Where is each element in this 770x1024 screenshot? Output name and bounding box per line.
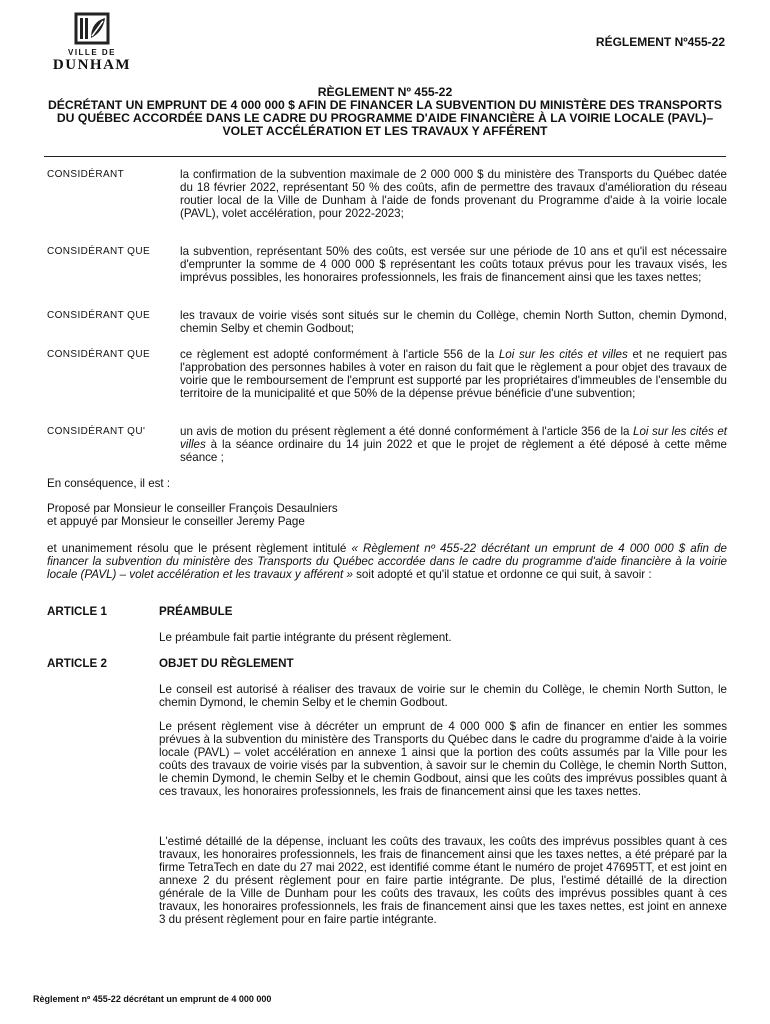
proposer-block (47, 502, 727, 528)
considerant-1 (47, 168, 727, 220)
article-number: ARTICLE 1 (47, 605, 107, 618)
considerant-label: CONSIDÉRANT (47, 169, 125, 180)
logo-ville-text: VILLE DE (67, 48, 116, 57)
logo (44, 12, 140, 73)
seconder-line: et appuyé par Monsieur le conseiller Jeremy Page (47, 515, 305, 528)
considerant-2 (47, 245, 727, 284)
document-title (40, 86, 730, 138)
title-description: DÉCRÉTANT UN EMPRUNT DE 4 000 000 $ AFIN DE FINANCER LA SUBVENTION DU MINISTÈRE DES TRANSPORTS DU QUÉBEC ACCORDÉE DANS LE CADRE DU PROGRAMME D'AIDE FINANCIÈRE À LA VOIRIE LOCALE (PAVL)– VOLET ACCÉLÉRATION ET LES TRAVAUX Y AFFÉRENT (47, 98, 722, 138)
logo-dunham-text: DUNHAM (52, 57, 132, 73)
article-2-paragraph-1: Le conseil est autorisé à réaliser des travaux de voirie sur le chemin du Collège, le chemin North Sutton, le chemin Dymond, le chemin Selby et le chemin Godbout. (159, 683, 727, 709)
law-title: Loi sur les cités et villes (180, 425, 727, 451)
considerant-text: ce règlement est adopté conformément à l'article 556 de la Loi sur les cités et villes et ne requiert pas l'approbation des personnes habiles à voter en raison du fait que le règlement a pour objet des travaux de voirie que le remboursement de l'emprunt est supporté par les propriétaires d'immeubles de l'ensemble du territoire de la municipalité et que 50% de la dépense prévue bénéficie d'une subvention; (180, 348, 728, 400)
considerant-4 (47, 348, 727, 400)
law-title: Loi sur les cités et villes (498, 348, 628, 361)
considerant-label: CONSIDÉRANT QUE (47, 349, 151, 360)
considerant-label: CONSIDÉRANT QUE (47, 310, 151, 321)
regulation-reference: RÉGLEMENT Nº455-22 (595, 35, 725, 49)
title-number: RÈGLEMENT Nº 455-22 (317, 85, 453, 99)
considerant-text: la confirmation de la subvention maximale de 2 000 000 $ du ministère des Transports du Québec datée du 18 février 2022, représentant 50 % des coûts, afin de permettre des travaux d'amélioration du réseau routier local de la Ville de Dunham à l'aide de fonds provenant du Programme d'aide à la voirie locale (PAVL), volet accélération, pour 2022-2023; (180, 168, 727, 220)
considerant-label: CONSIDÉRANT QUE (47, 246, 151, 257)
title-divider (44, 156, 726, 157)
article-2-paragraph-2: Le présent règlement vise à décréter un emprunt de 4 000 000 $ afin de financer en entier les sommes prévues à la subvention du ministère des Transports du Québec dans le cadre du programme d'aide à la voirie locale (PAVL) – volet accélération en annexe 1 ainsi que la portion des coûts assumés par la Ville pour les coûts des travaux de voirie visés par la subvention, à savoir sur le chemin du Collège, le chemin North Sutton, le chemin Dymond, le chemin Selby et le chemin Godbout, ainsi que les coûts des imprévus possibles quant à ces travaux, les honoraires professionnels, les frais de financement ainsi que les taxes nettes. (159, 720, 727, 798)
article-2-paragraph-3: L'estimé détaillé de la dépense, incluant les coûts des travaux, les coûts des imprévus possibles quant à ces travaux, les honoraires professionnels, les frais de financement ainsi que les taxes nettes, a été préparé par la firme TetraTech en date du 27 mai 2022, est identifié comme étant le numéro de projet 47695TT, et est joint en annexe 2 du présent règlement pour en faire partie intégrante. De plus, l'estimé détaillé de la direction générale de la Ville de Dunham pour les coûts des travaux, les coûts des imprévus possibles quant à ces travaux, les honoraires professionnels, les frais de financement ainsi que les taxes nettes, est joint en annexe 3 du présent règlement pour en faire partie intégrante. (159, 835, 727, 926)
regulation-title-italic: « Règlement nº 455-22 décrétant un emprunt de 4 000 000 $ afin de financer la subvention du ministère des Transports du Québec accordée dans le cadre du programme d'aide financière à la voirie locale (PAVL) – volet accélération et les travaux y afférent » (47, 542, 727, 581)
considerant-3 (47, 309, 727, 335)
resolution-text: et unanimement résolu que le présent règlement intitulé « Règlement nº 455-22 décrétant un emprunt de 4 000 000 $ afin de financer la subvention du ministère des Transports du Québec accordée dans le cadre du programme d'aide financière à la voirie locale (PAVL) – volet accélération et les travaux y afférent » soit adopté et qu'il statue et ordonne ce qui suit, à savoir : (47, 542, 727, 581)
article-1-paragraph: Le préambule fait partie intégrante du présent règlement. (159, 631, 452, 644)
article-number: ARTICLE 2 (47, 657, 107, 670)
considerant-text: un avis de motion du présent règlement a été donné conformément à l'article 356 de la Loi sur les cités et villes à la séance ordinaire du 14 juin 2022 et que le projet de règlement a été déposé à cette même séance ; (180, 425, 727, 464)
considerant-label: CONSIDÉRANT QU' (47, 426, 146, 437)
page-footer: Règlement nº 455-22 décrétant un emprunt de 4 000 000 (33, 994, 272, 1004)
proposer-line: Proposé par Monsieur le conseiller François Desaulniers (47, 502, 338, 515)
article-heading: PRÉAMBULE (159, 605, 233, 618)
considerant-text: la subvention, représentant 50% des coûts, est versée sur une période de 10 ans et qu'il est nécessaire d'emprunter la somme de 4 000 000 $ représentant les coûts totaux prévus pour les travaux visés, les imprévus possibles, les honoraires professionnels, les frais de financement ainsi que les taxes nettes; (180, 245, 727, 284)
considerant-text: les travaux de voirie visés sont situés sur le chemin du Collège, chemin North Sutton, chemin Dymond, chemin Selby et chemin Godbout; (180, 309, 727, 335)
consequence-text: En conséquence, il est : (47, 477, 171, 490)
city-emblem-icon (74, 12, 110, 46)
considerant-5 (47, 425, 727, 464)
article-heading: OBJET DU RÈGLEMENT (159, 657, 294, 670)
